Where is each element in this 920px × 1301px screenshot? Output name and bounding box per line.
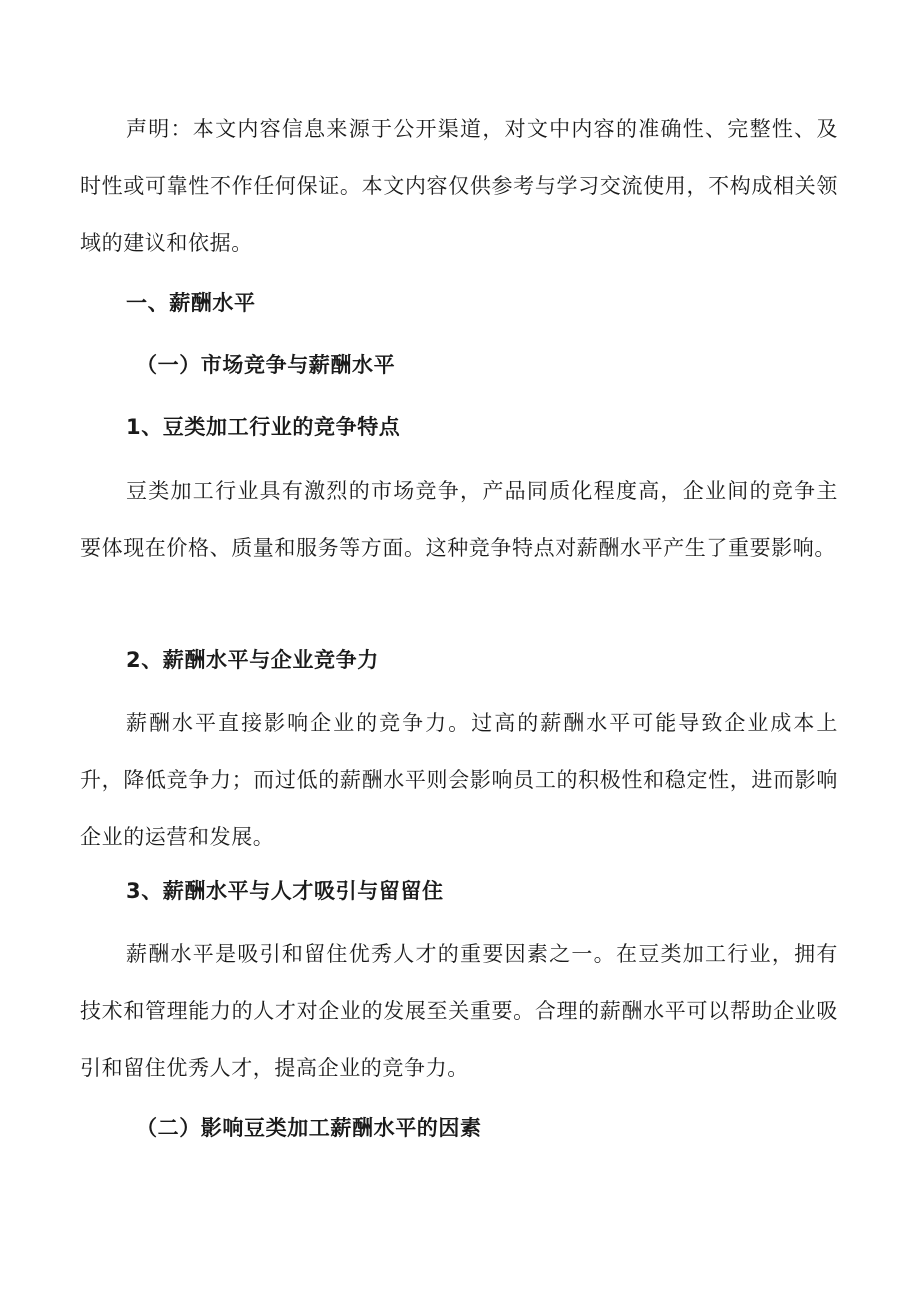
subsection-heading: （二）影响豆类加工薪酬水平的因素 — [136, 1116, 482, 1140]
body-paragraph: 豆类加工行业具有激烈的市场竞争，产品同质化程度高，企业间的竞争主要体现在价格、质量和服务等方面。这种竞争特点对薪酬水平产生了重要影响。 — [80, 479, 838, 560]
body-paragraph: 薪酬水平直接影响企业的竞争力。过高的薪酬水平可能导致企业成本上升，降低竞争力；而过低的薪酬水平则会影响员工的积极性和稳定性，进而影响企业的运营和发展。 — [80, 711, 838, 849]
subsection-heading: （一）市场竞争与薪酬水平 — [136, 353, 396, 377]
item-heading: 2、薪酬水平与企业竞争力 — [126, 648, 379, 672]
item-heading: 1、豆类加工行业的竞争特点 — [126, 415, 401, 439]
section-heading: 一、薪酬水平 — [126, 291, 256, 315]
body-paragraph: 薪酬水平是吸引和留住优秀人才的重要因素之一。在豆类加工行业，拥有技术和管理能力的人才对企业的发展至关重要。合理的薪酬水平可以帮助企业吸引和留住优秀人才，提高企业的竞争力。 — [80, 942, 838, 1080]
disclaimer-paragraph: 声明：本文内容信息来源于公开渠道，对文中内容的准确性、完整性、及时性或可靠性不作任何保证。本文内容仅供参考与学习交流使用，不构成相关领域的建议和依据。 — [80, 117, 838, 255]
item-heading: 3、薪酬水平与人才吸引与留留住 — [126, 879, 444, 903]
